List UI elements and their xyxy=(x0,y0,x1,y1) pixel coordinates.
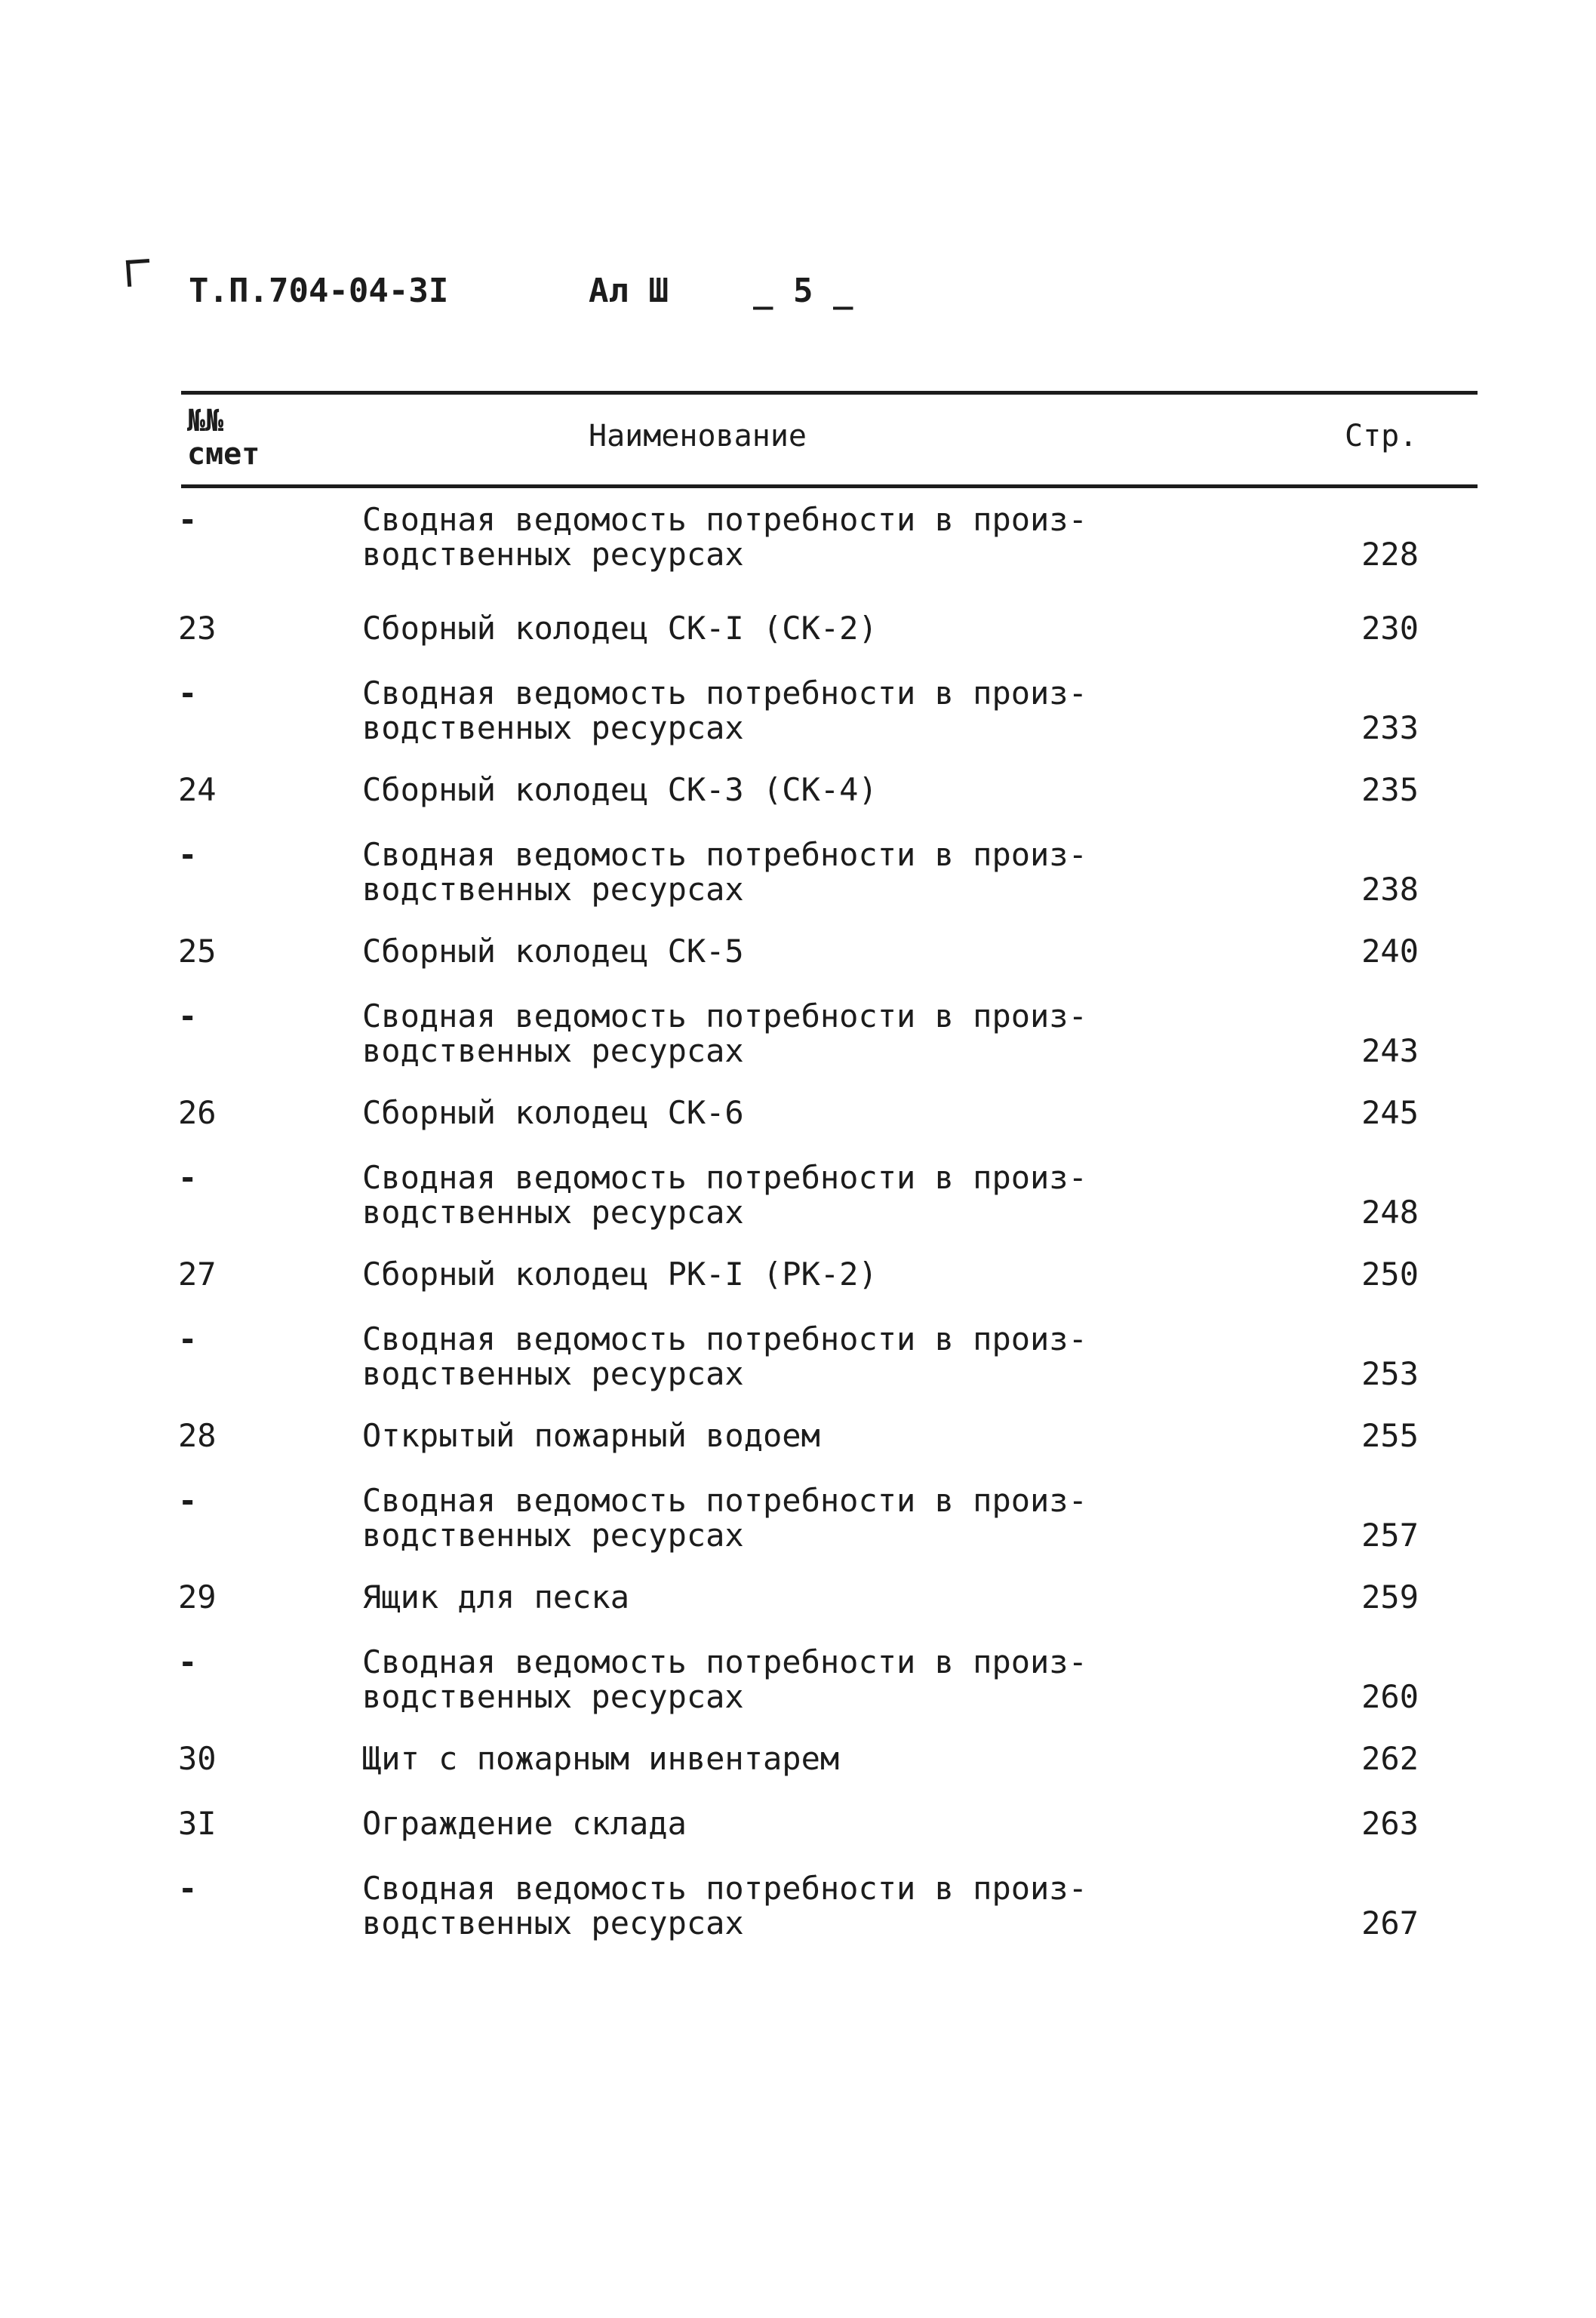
row-number: 27 xyxy=(178,1256,217,1293)
row-number: 23 xyxy=(178,610,217,647)
row-name: Сводная ведомость потребности в произ- водственных ресурсах xyxy=(362,1320,1087,1392)
row-number: - xyxy=(178,1320,198,1357)
column-header-page: Стр. xyxy=(1345,419,1418,453)
column-header-number-line2: смет xyxy=(187,437,260,472)
row-page: 240 xyxy=(1361,933,1419,970)
row-page: 267 xyxy=(1361,1905,1419,1941)
page-marker: _ 5 _ xyxy=(753,272,853,310)
row-name: Сводная ведомость потребности в произ- водственных ресурсах xyxy=(362,836,1087,908)
row-page: 250 xyxy=(1361,1256,1419,1293)
column-header-name: Наименование xyxy=(589,419,807,453)
row-number: 24 xyxy=(178,771,217,808)
row-name: Сборный колодец СК-I (СК-2) xyxy=(362,610,878,647)
row-name: Сводная ведомость потребности в произ- водственных ресурсах xyxy=(362,1482,1087,1554)
row-page: 245 xyxy=(1361,1094,1419,1131)
row-page: 262 xyxy=(1361,1740,1419,1777)
row-number: 28 xyxy=(178,1417,217,1454)
row-number: - xyxy=(178,501,198,538)
row-page: 248 xyxy=(1361,1194,1419,1231)
row-page: 260 xyxy=(1361,1678,1419,1715)
row-number: 26 xyxy=(178,1094,217,1131)
column-header-number xyxy=(187,404,260,471)
row-name: Сборный колодец СК-3 (СК-4) xyxy=(362,771,878,808)
row-number: 30 xyxy=(178,1740,217,1777)
row-number: 29 xyxy=(178,1579,217,1616)
row-page: 255 xyxy=(1361,1417,1419,1454)
row-name: Сводная ведомость потребности в произ- водственных ресурсах xyxy=(362,1159,1087,1231)
row-name: Щит с пожарным инвентарем xyxy=(362,1740,840,1777)
row-page: 228 xyxy=(1361,536,1419,573)
row-name: Открытый пожарный водоем xyxy=(362,1417,820,1454)
row-name: Ограждение склада xyxy=(362,1805,687,1842)
row-page: 243 xyxy=(1361,1032,1419,1069)
row-number: - xyxy=(178,1870,198,1907)
row-name: Ящик для песка xyxy=(362,1579,630,1616)
row-name: Сводная ведомость потребности в произ- водственных ресурсах xyxy=(362,675,1087,746)
row-number: - xyxy=(178,675,198,712)
column-header-number-line1: №№ xyxy=(187,404,224,438)
row-page: 253 xyxy=(1361,1355,1419,1392)
row-page: 257 xyxy=(1361,1517,1419,1554)
row-name: Сводная ведомость потребности в произ- водственных ресурсах xyxy=(362,1870,1087,1941)
album-label: Ал Ш xyxy=(589,272,669,310)
document-code: Т.П.704-04-3I xyxy=(189,272,449,310)
row-page: 235 xyxy=(1361,771,1419,808)
table-top-rule xyxy=(181,391,1478,395)
row-number: - xyxy=(178,1159,198,1196)
row-page: 230 xyxy=(1361,610,1419,647)
row-page: 238 xyxy=(1361,871,1419,908)
row-name: Сводная ведомость потребности в произ- водственных ресурсах xyxy=(362,1643,1087,1715)
row-page: 263 xyxy=(1361,1805,1419,1842)
row-name: Сборный колодец РК-I (РК-2) xyxy=(362,1256,878,1293)
row-name: Сводная ведомость потребности в произ- водственных ресурсах xyxy=(362,501,1087,573)
row-name: Сборный колодец СК-6 xyxy=(362,1094,744,1131)
row-name: Сводная ведомость потребности в произ- водственных ресурсах xyxy=(362,998,1087,1069)
row-number: - xyxy=(178,998,198,1034)
corner-mark xyxy=(126,259,151,287)
row-page: 233 xyxy=(1361,709,1419,746)
table-header-rule xyxy=(181,484,1478,488)
row-number: - xyxy=(178,836,198,873)
row-page: 259 xyxy=(1361,1579,1419,1616)
row-name: Сборный колодец СК-5 xyxy=(362,933,744,970)
row-number: - xyxy=(178,1643,198,1680)
row-number: - xyxy=(178,1482,198,1519)
row-number: 25 xyxy=(178,933,217,970)
row-number: 3I xyxy=(178,1805,217,1842)
